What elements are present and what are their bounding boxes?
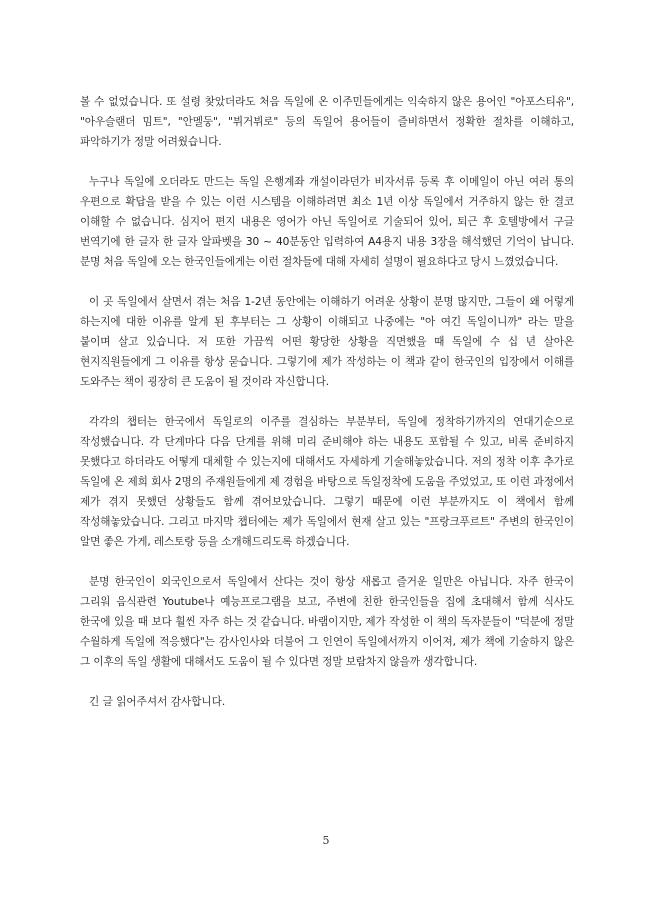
paragraph-4: 각각의 챕터는 한국에서 독일로의 이주를 결심하는 부분부터, 독일에 정착하기까지의 연대기순으로 작성했습니다. 각 단계마다 다음 단계를 위해 미리 준비해야 하는 내용도 포함될 수 있고, 비록 준비하지 못했다고 하더라도 어떻게 대체할 수 있는지에 대해서도 자세하게 기술해놓았습니다. 저의 정착 이후 추가로 독일에 온 제희 회사 2명의 주재원들에게 제 경험을 바탕으로 독일정착에 도움을 주었었고, 또 이런 과정에서 제가 겪지 못했던 상황들도 함께 겪어보았습니다. 그렇기 때문에 이런 부분까지도 이 책에서 함께 작성해놓았습니다. 그리고 마지막 챕터에는 제가 독일에서 현재 살고 있는 "프랑크푸르트" 주변의 한국인이 알면 좋은 가게, 레스토랑 등을 소개해드리도록 하겠습니다. bbox=[80, 416, 574, 548]
paragraph-2: 누구나 독일에 오더라도 만드는 독일 은행계좌 개설이라던가 비자서류 등록 후 이메일이 아닌 여러 통의 우편으로 확답을 받을 수 있는 이런 시스템을 이해하려면 최소 1년 이상 독일에서 거주하지 않는 한 결코 이해할 수 없습니다. 심지어 편지 내용은 영어가 아닌 독일어로 기술되어 있어, 퇴근 후 호텔방에서 구글 번역기에 한 글자 한 글자 알파벳을 30 ~ 40분동안 입력하여 A4용지 내용 3장을 해석했던 기억이 납니다. 분명 처음 독일에 오는 한국인들에게는 이런 절차들에 대해 자세히 설명이 필요하다고 당시 느꼈었습니다. bbox=[80, 176, 574, 268]
closing-line: 긴 글 읽어주셔서 감사합니다. bbox=[89, 696, 226, 708]
paragraph-5: 분명 한국인이 외국인으로서 독일에서 산다는 것이 항상 새롭고 즐거운 일만은 아닙니다. 자주 한국이 그리워 음식관련 Youtube나 예능프로그램을 보고, 주변에 친한 한국인들을 집에 초대해서 함께 식사도 한국에 있을 때 보다 훨씬 자주 하는 것 같습니다. 바램이지만, 제가 작성한 이 책의 독자분들이 "덕분에 정말 수월하게 독일에 적응했다"는 감사인사와 더불어 그 인연이 독일에서까지 이어져, 제가 책에 기술하지 않은 그 이후의 독일 생활에 대해서도 도움이 될 수 있다면 정말 보람차지 않을까 생각합니다. bbox=[80, 576, 574, 668]
page-number: 5 bbox=[322, 834, 330, 847]
page-content bbox=[80, 92, 574, 712]
paragraph-3: 이 곳 독일에서 살면서 겪는 처음 1-2년 동안에는 이해하기 어려운 상황이 분명 많지만, 그들이 왜 어렇게 하는지에 대한 이유를 알게 된 후부터는 그 상황이 이해되고 나중에는 "아 여긴 독일이니까" 라는 말을 붙이며 살고 있습니다. 저 또한 가끔씩 어떤 황당한 상황을 직면했을 때 독일에 수 십 년 살아온 현지직원들에게 그 이유를 항상 묻습니다. 그렇기에 제가 작성하는 이 책과 같이 한국인의 입장에서 이해를 도와주는 책이 굉장히 큰 도움이 될 것이라 자신합니다. bbox=[80, 296, 574, 388]
paragraph-1: 볼 수 없었습니다. 또 설령 찾았더라도 처음 독일에 온 이주민들에게는 익숙하지 않은 용어인 "아포스티유", "아우슬랜더 밈트", "안멜둥", "뷔거뷔로" 등의 독일어 용어들이 즐비하면서 정확한 절차를 이해하고, 파악하기가 정말 어려웠습니다. bbox=[80, 96, 574, 148]
